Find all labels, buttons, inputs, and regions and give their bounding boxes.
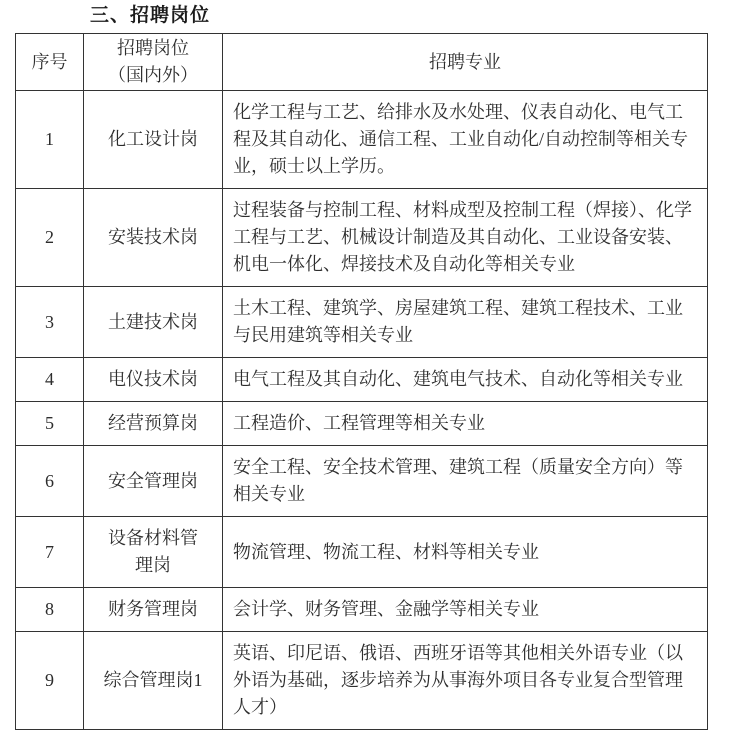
header-position: 招聘岗位（国内外） [84, 34, 223, 91]
table-row [16, 358, 708, 402]
position-cell: 综合管理岗1 [84, 632, 223, 730]
position-cell: 经营预算岗 [84, 402, 223, 446]
majors-cell: 化学工程与工艺、给排水及水处理、仪表自动化、电气工程及其自动化、通信工程、工业自动化/自动控制等相关专业，硕士以上学历。 [223, 91, 708, 189]
position-cell: 化工设计岗 [84, 91, 223, 189]
table-row [16, 632, 708, 730]
serial-number-cell: 6 [16, 446, 84, 517]
serial-number-cell: 9 [16, 632, 84, 730]
position-cell: 安装技术岗 [84, 189, 223, 287]
section-title: 三、招聘岗位 [90, 5, 211, 26]
serial-number-cell: 3 [16, 287, 84, 358]
header-majors: 招聘专业 [223, 34, 708, 91]
position-cell: 电仪技术岗 [84, 358, 223, 402]
majors-cell: 会计学、财务管理、金融学等相关专业 [223, 588, 708, 632]
majors-cell: 土木工程、建筑学、房屋建筑工程、建筑工程技术、工业与民用建筑等相关专业 [223, 287, 708, 358]
majors-cell: 安全工程、安全技术管理、建筑工程（质量安全方向）等相关专业 [223, 446, 708, 517]
table-row [16, 402, 708, 446]
majors-cell: 物流管理、物流工程、材料等相关专业 [223, 517, 708, 588]
table-row [16, 588, 708, 632]
table-body [16, 91, 708, 730]
serial-number-cell: 2 [16, 189, 84, 287]
header-serial-number: 序号 [16, 34, 84, 91]
majors-cell: 电气工程及其自动化、建筑电气技术、自动化等相关专业 [223, 358, 708, 402]
majors-cell: 英语、印尼语、俄语、西班牙语等其他相关外语专业（以外语为基础，逐步培养为从事海外项目各专业复合型管理人才） [223, 632, 708, 730]
table-row [16, 189, 708, 287]
serial-number-cell: 7 [16, 517, 84, 588]
serial-number-cell: 5 [16, 402, 84, 446]
table-row [16, 446, 708, 517]
serial-number-cell: 8 [16, 588, 84, 632]
table-row [16, 517, 708, 588]
position-cell: 设备材料管理岗 [84, 517, 223, 588]
position-cell: 财务管理岗 [84, 588, 223, 632]
table-header [16, 34, 708, 91]
position-cell: 土建技术岗 [84, 287, 223, 358]
recruitment-table [15, 33, 708, 730]
serial-number-cell: 1 [16, 91, 84, 189]
serial-number-cell: 4 [16, 358, 84, 402]
majors-cell: 工程造价、工程管理等相关专业 [223, 402, 708, 446]
table-row [16, 287, 708, 358]
header-row [16, 34, 708, 91]
position-cell: 安全管理岗 [84, 446, 223, 517]
majors-cell: 过程装备与控制工程、材料成型及控制工程（焊接）、化学工程与工艺、机械设计制造及其自动化、工业设备安装、机电一体化、焊接技术及自动化等相关专业 [223, 189, 708, 287]
table-row [16, 91, 708, 189]
